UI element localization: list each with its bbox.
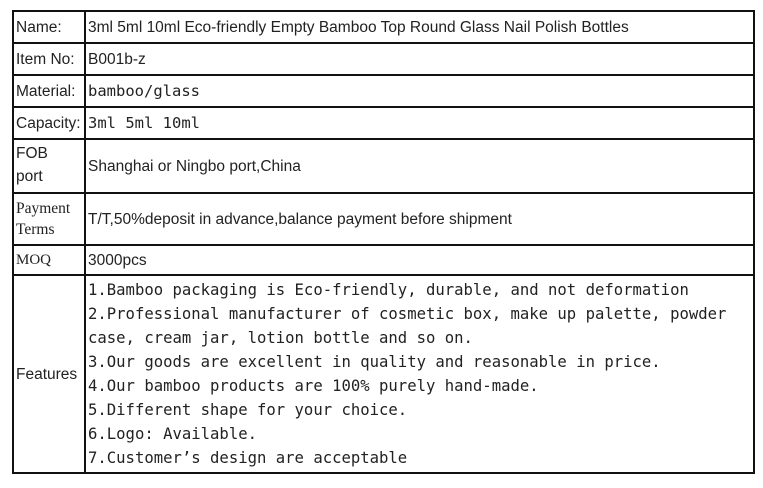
payment-terms-label-line2: Terms — [16, 221, 55, 238]
fob-port-label-line1: FOB — [16, 145, 48, 162]
row-name — [13, 11, 754, 43]
row-fob-port — [13, 139, 754, 193]
row-capacity — [13, 107, 754, 139]
capacity-value: 3ml 5ml 10ml — [85, 107, 754, 139]
feature-item-6: 6.Logo: Available. — [88, 425, 257, 443]
payment-terms-label — [13, 193, 85, 245]
features-value — [85, 275, 754, 473]
name-value: 3ml 5ml 10ml Eco-friendly Empty Bamboo Top Round Glass Nail Polish Bottles — [85, 11, 754, 43]
payment-terms-value: T/T,50%deposit in advance,balance payment before shipment — [85, 193, 754, 245]
moq-label: MOQ — [13, 245, 85, 275]
feature-item-4: 4.Our bamboo products are 100% purely hand-made. — [88, 377, 539, 395]
item-no-value: B001b-z — [85, 43, 754, 75]
feature-item-3: 3.Our goods are excellent in quality and reasonable in price. — [88, 353, 661, 371]
item-no-label: Item No: — [13, 43, 85, 75]
feature-item-1: 1.Bamboo packaging is Eco-friendly, durable, and not deformation — [88, 281, 689, 299]
material-value: bamboo/glass — [85, 75, 754, 107]
fob-port-label-line2: port — [16, 168, 43, 185]
feature-item-7: 7.Customer’s design are acceptable — [88, 449, 408, 467]
feature-item-2: 2.Professional manufacturer of cosmetic box, make up palette, powder case, cream jar, lotion bottle and so on. — [88, 305, 727, 347]
feature-item-5: 5.Different shape for your choice. — [88, 401, 408, 419]
row-item-no — [13, 43, 754, 75]
fob-port-label — [13, 139, 85, 193]
material-label: Material: — [13, 75, 85, 107]
row-moq — [13, 245, 754, 275]
row-features — [13, 275, 754, 473]
row-material — [13, 75, 754, 107]
features-label: Features — [13, 275, 85, 473]
fob-port-value: Shanghai or Ningbo port,China — [85, 139, 754, 193]
row-payment-terms — [13, 193, 754, 245]
name-label: Name: — [13, 11, 85, 43]
product-spec-table — [12, 10, 755, 474]
capacity-label: Capacity: — [13, 107, 85, 139]
moq-value: 3000pcs — [85, 245, 754, 275]
payment-terms-label-line1: Payment — [16, 200, 71, 217]
